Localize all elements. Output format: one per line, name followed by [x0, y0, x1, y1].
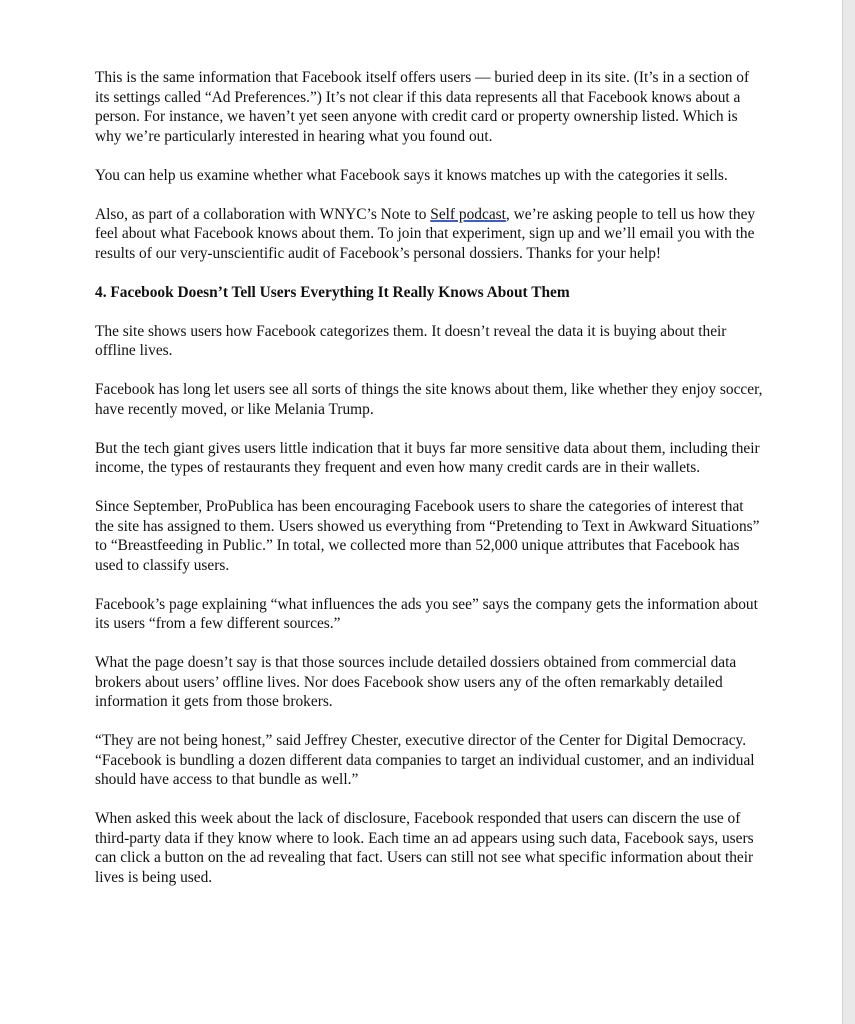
paragraph-data-brokers: What the page doesn’t say is that those sources include detailed dossiers obtained from commercial data brokers about users’ offline lives. Nor does Facebook show users any of the often remarkably detailed information it gets from those brokers. [95, 654, 737, 710]
paragraph-text-end: , we’re asking people to tell us how they feel about what Facebook knows about them. To join that experiment, sign up and we’ll email you with the results of our very-unscientific audit of Facebook’s personal dossiers. Thanks for your help! [95, 205, 756, 262]
paragraph-chester-quote: “They are not being honest,” said Jeffrey Chester, executive director of the Center for Digital Democracy. “Facebook is bundling a dozen different data companies to target an individual customer, and an individual should have access to that bundle as well.” [95, 732, 755, 788]
paragraph-disclosure: When asked this week about the lack of disclosure, Facebook responded that users can discern the use of third-party data if they know where to look. Each time an ad appears using such data, Facebook says, users can click a button on the ad revealing that fact. Users can still not see what specific information about their lives is being used. [95, 810, 754, 886]
paragraph-long-let-users: Facebook has long let users see all sorts of things the site knows about them, like whether they enjoy soccer, have recently moved, or like Melania Trump. [95, 381, 763, 418]
paragraph-ad-preferences: This is the same information that Facebook itself offers users — buried deep in its site. (It’s in a section of its settings called “Ad Preferences.”) It’s not clear if this data represents all that Facebook knows about a person. For instance, we haven’t yet seen anyone with credit card or property ownership listed. Which is why we’re particularly interested in hearing what you found out. [95, 69, 750, 145]
paragraph-since-september: Since September, ProPublica has been encouraging Facebook users to share the categories of interest that the site has assigned to them. Users showed us everything from “Pretending to Text in Awkward Situations” to “Breastfeeding in Public.” In total, we collected more than 52,000 unique attributes that Facebook has used to classify users. [95, 498, 760, 574]
section-heading: 4. Facebook Doesn’t Tell Users Everything It Really Knows About Them [95, 283, 570, 301]
paragraph-help-examine: You can help us examine whether what Facebook says it knows matches up with the categories it sells. [95, 166, 728, 184]
paragraph-ads-you-see: Facebook’s page explaining “what influences the ads you see” says the company gets the information about its users “from a few different sources.” [95, 595, 758, 632]
paragraph-sensitive-data: But the tech giant gives users little indication that it buys far more sensitive data about them, including their income, the types of restaurants they frequent and even how many credit cards are in their wallets. [95, 439, 760, 476]
document-body [95, 68, 763, 907]
self-podcast-link[interactable]: Self podcast [430, 205, 506, 223]
window-edge [842, 0, 855, 1024]
paragraph-text-start: Also, as part of a collaboration with WNYC’s Note to [95, 205, 431, 223]
paragraph-categorizes: The site shows users how Facebook categorizes them. It doesn’t reveal the data it is buying about their offline lives. [95, 322, 727, 359]
paragraph-wnyc-collaboration [95, 205, 763, 264]
